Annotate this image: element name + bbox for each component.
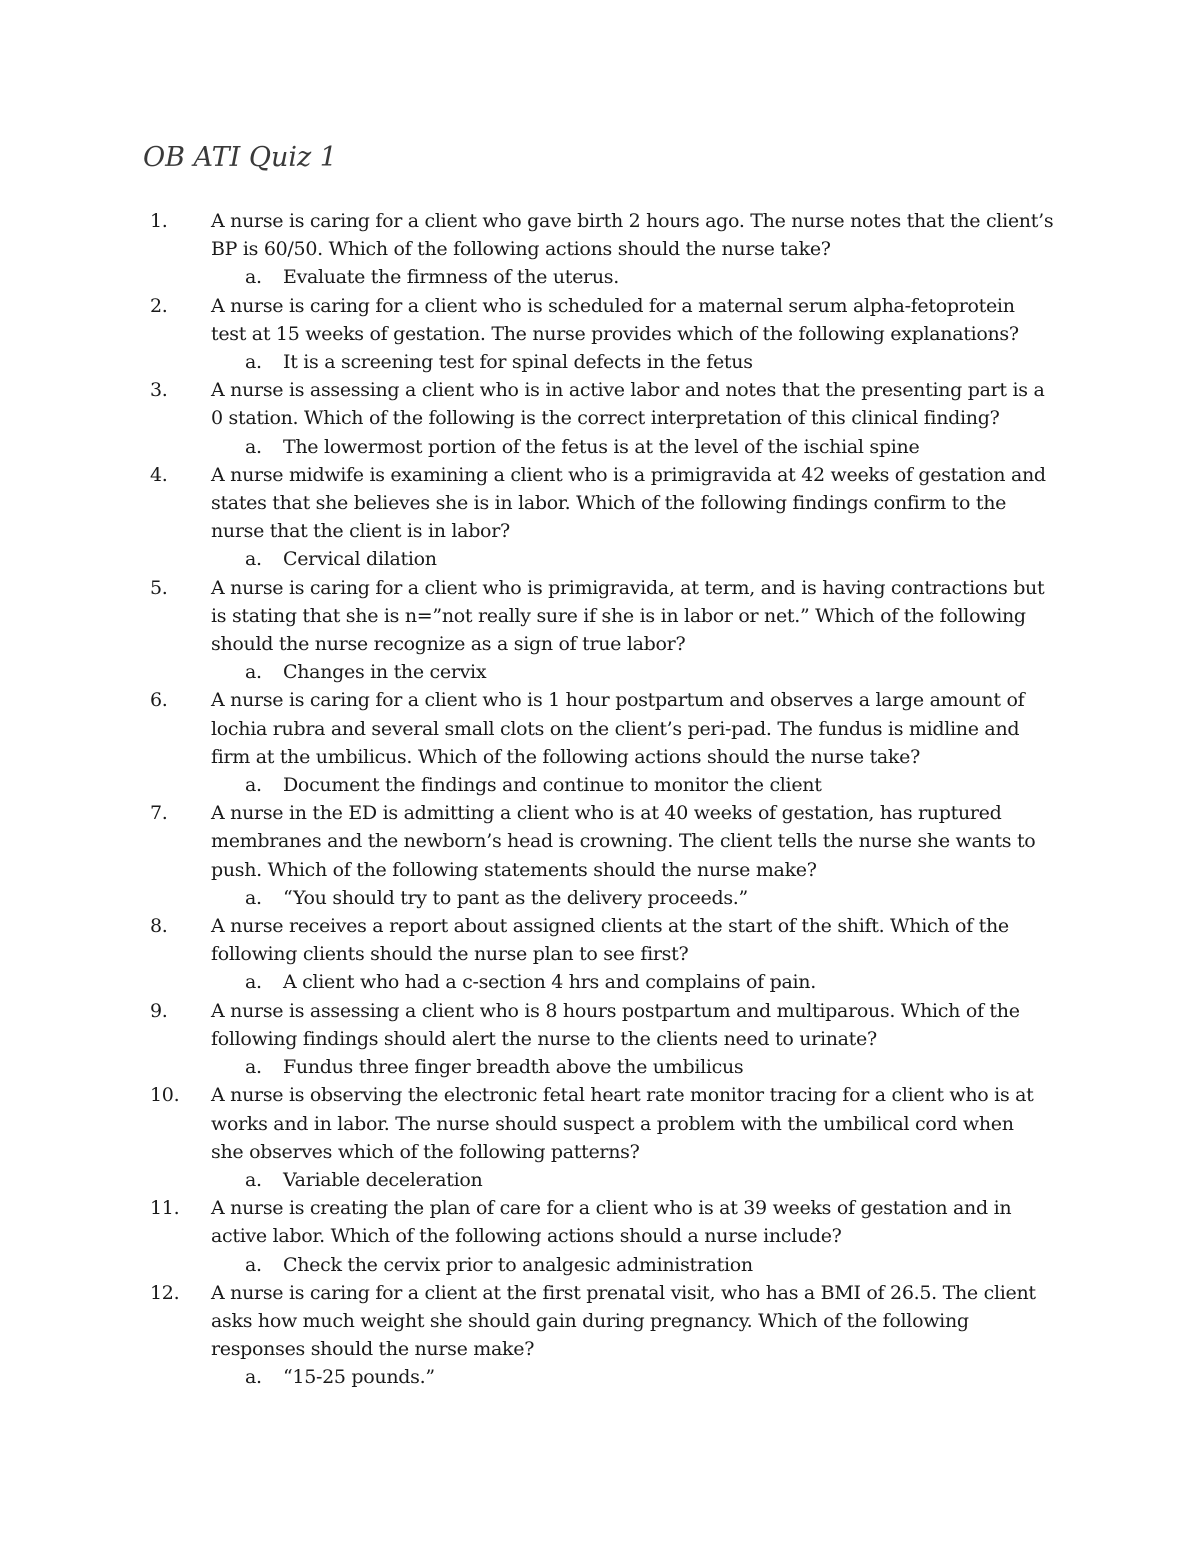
- answer-text: Fundus three finger breadth above the umbilicus: [283, 1056, 744, 1079]
- question-line: following findings should alert the nurse to the clients need to urinate?: [211, 1027, 877, 1050]
- question-text: [211, 686, 1061, 771]
- question-number: 12.: [150, 1281, 180, 1304]
- question-line: A nurse is caring for a client who is primigravida, at term, and is having contractions but: [211, 576, 1045, 599]
- answer-text: Check the cervix prior to analgesic administration: [283, 1253, 753, 1276]
- answer-letter: a.: [245, 774, 262, 797]
- question-number: 8.: [150, 915, 168, 938]
- question-8: [0, 912, 1200, 997]
- question-text: [211, 997, 1061, 1053]
- question-line: asks how much weight she should gain during pregnancy. Which of the following: [211, 1309, 969, 1332]
- answer: [0, 263, 1200, 291]
- answer: [0, 545, 1200, 573]
- answer: [0, 1251, 1200, 1279]
- question-number: 10.: [150, 1084, 180, 1107]
- question-line: A nurse in the ED is admitting a client who is at 40 weeks of gestation, has ruptured: [211, 802, 1002, 825]
- question-line: nurse that the client is in labor?: [211, 520, 510, 543]
- question-line: A nurse is caring for a client at the first prenatal visit, who has a BMI of 26.5. The client: [211, 1281, 1036, 1304]
- answer-text: A client who had a c-section 4 hrs and complains of pain.: [283, 971, 816, 994]
- answer: [0, 771, 1200, 799]
- question-6: [0, 686, 1200, 799]
- question-line: firm at the umbilicus. Which of the following actions should the nurse take?: [211, 745, 920, 768]
- question-line: lochia rubra and several small clots on the client’s peri-pad. The fundus is midline and: [211, 717, 1020, 740]
- question-line: A nurse is creating the plan of care for a client who is at 39 weeks of gestation and in: [211, 1197, 1012, 1220]
- question-text: [211, 1194, 1061, 1250]
- answer-letter: a.: [245, 1056, 262, 1079]
- question-line: A nurse midwife is examining a client who is a primigravida at 42 weeks of gestation and: [211, 463, 1046, 486]
- question-9: [0, 997, 1200, 1082]
- question-number: 11.: [150, 1197, 180, 1220]
- question-line: she observes which of the following patterns?: [211, 1140, 640, 1163]
- answer-letter: a.: [245, 1366, 262, 1389]
- question-text: [211, 912, 1061, 968]
- question-1: [0, 207, 1200, 292]
- answer: [0, 1166, 1200, 1194]
- question-line: states that she believes she is in labor. Which of the following findings confirm to the: [211, 492, 1007, 515]
- answer-letter: a.: [245, 435, 262, 458]
- question-text: [211, 376, 1061, 432]
- question-line: is stating that she is n=”not really sure if she is in labor or net.” Which of the following: [211, 604, 1026, 627]
- answer-letter: a.: [245, 886, 262, 909]
- answer: [0, 658, 1200, 686]
- answer-text: “15-25 pounds.”: [283, 1366, 435, 1389]
- question-line: A nurse is observing the electronic fetal heart rate monitor tracing for a client who is at: [211, 1084, 1034, 1107]
- document-title: OB ATI Quiz 1: [143, 142, 337, 173]
- question-11: [0, 1194, 1200, 1279]
- question-12: [0, 1279, 1200, 1392]
- answer-letter: a.: [245, 1168, 262, 1191]
- question-text: [211, 1279, 1061, 1364]
- answer: [0, 348, 1200, 376]
- question-2: [0, 292, 1200, 377]
- question-text: [211, 207, 1061, 263]
- question-line: A nurse is caring for a client who gave birth 2 hours ago. The nurse notes that the client’s: [211, 210, 1054, 232]
- question-3: [0, 376, 1200, 461]
- question-number: 6.: [150, 689, 168, 712]
- question-text: [211, 799, 1061, 884]
- question-7: [0, 799, 1200, 912]
- answer-text: It is a screening test for spinal defects in the fetus: [283, 351, 753, 374]
- question-number: 2.: [150, 294, 168, 317]
- question-line: following clients should the nurse plan to see first?: [211, 943, 689, 966]
- question-line: A nurse is caring for a client who is scheduled for a maternal serum alpha-fetoprotein: [211, 294, 1015, 317]
- answer-letter: a.: [245, 1253, 262, 1276]
- question-number: 1.: [150, 210, 168, 232]
- answer-text: Changes in the cervix: [283, 661, 487, 684]
- answer-letter: a.: [245, 971, 262, 994]
- question-text: [211, 292, 1061, 348]
- answer: [0, 433, 1200, 461]
- question-number: 3.: [150, 379, 168, 402]
- question-line: 0 station. Which of the following is the correct interpretation of this clinical finding?: [211, 407, 1000, 430]
- question-line: push. Which of the following statements should the nurse make?: [211, 858, 817, 881]
- question-5: [0, 574, 1200, 687]
- answer-letter: a.: [245, 266, 262, 289]
- question-4: [0, 461, 1200, 574]
- question-line: A nurse receives a report about assigned clients at the start of the shift. Which of the: [211, 915, 1009, 938]
- question-number: 5.: [150, 576, 168, 599]
- answer-text: Document the findings and continue to monitor the client: [283, 774, 822, 797]
- question-number: 4.: [150, 463, 168, 486]
- question-text: [211, 461, 1061, 546]
- question-line: A nurse is caring for a client who is 1 hour postpartum and observes a large amount of: [211, 689, 1025, 712]
- question-list: [0, 207, 1200, 1392]
- question-number: 7.: [150, 802, 168, 825]
- answer-text: “You should try to pant as the delivery proceeds.”: [283, 886, 748, 909]
- answer-text: The lowermost portion of the fetus is at the level of the ischial spine: [283, 435, 920, 458]
- question-number: 9.: [150, 999, 168, 1022]
- question-line: should the nurse recognize as a sign of true labor?: [211, 633, 686, 656]
- answer-text: Cervical dilation: [283, 548, 437, 571]
- answer-text: Variable deceleration: [283, 1168, 483, 1191]
- question-10: [0, 1081, 1200, 1194]
- answer: [0, 1053, 1200, 1081]
- question-line: works and in labor. The nurse should suspect a problem with the umbilical cord when: [211, 1112, 1014, 1135]
- question-line: responses should the nurse make?: [211, 1338, 535, 1361]
- question-line: A nurse is assessing a client who is in active labor and notes that the presenting part is a: [211, 379, 1045, 402]
- answer-letter: a.: [245, 351, 262, 374]
- answer-letter: a.: [245, 548, 262, 571]
- answer: [0, 1363, 1200, 1391]
- question-line: test at 15 weeks of gestation. The nurse provides which of the following explanations?: [211, 322, 1019, 345]
- answer: [0, 884, 1200, 912]
- question-text: [211, 574, 1061, 659]
- question-line: active labor. Which of the following actions should a nurse include?: [211, 1225, 842, 1248]
- answer-text: Evaluate the firmness of the uterus.: [283, 266, 619, 289]
- answer: [0, 968, 1200, 996]
- question-text: [211, 1081, 1061, 1166]
- question-line: BP is 60/50. Which of the following actions should the nurse take?: [211, 238, 831, 261]
- answer-letter: a.: [245, 661, 262, 684]
- question-line: A nurse is assessing a client who is 8 hours postpartum and multiparous. Which of the: [211, 999, 1020, 1022]
- question-line: membranes and the newborn’s head is crowning. The client tells the nurse she wants to: [211, 830, 1036, 853]
